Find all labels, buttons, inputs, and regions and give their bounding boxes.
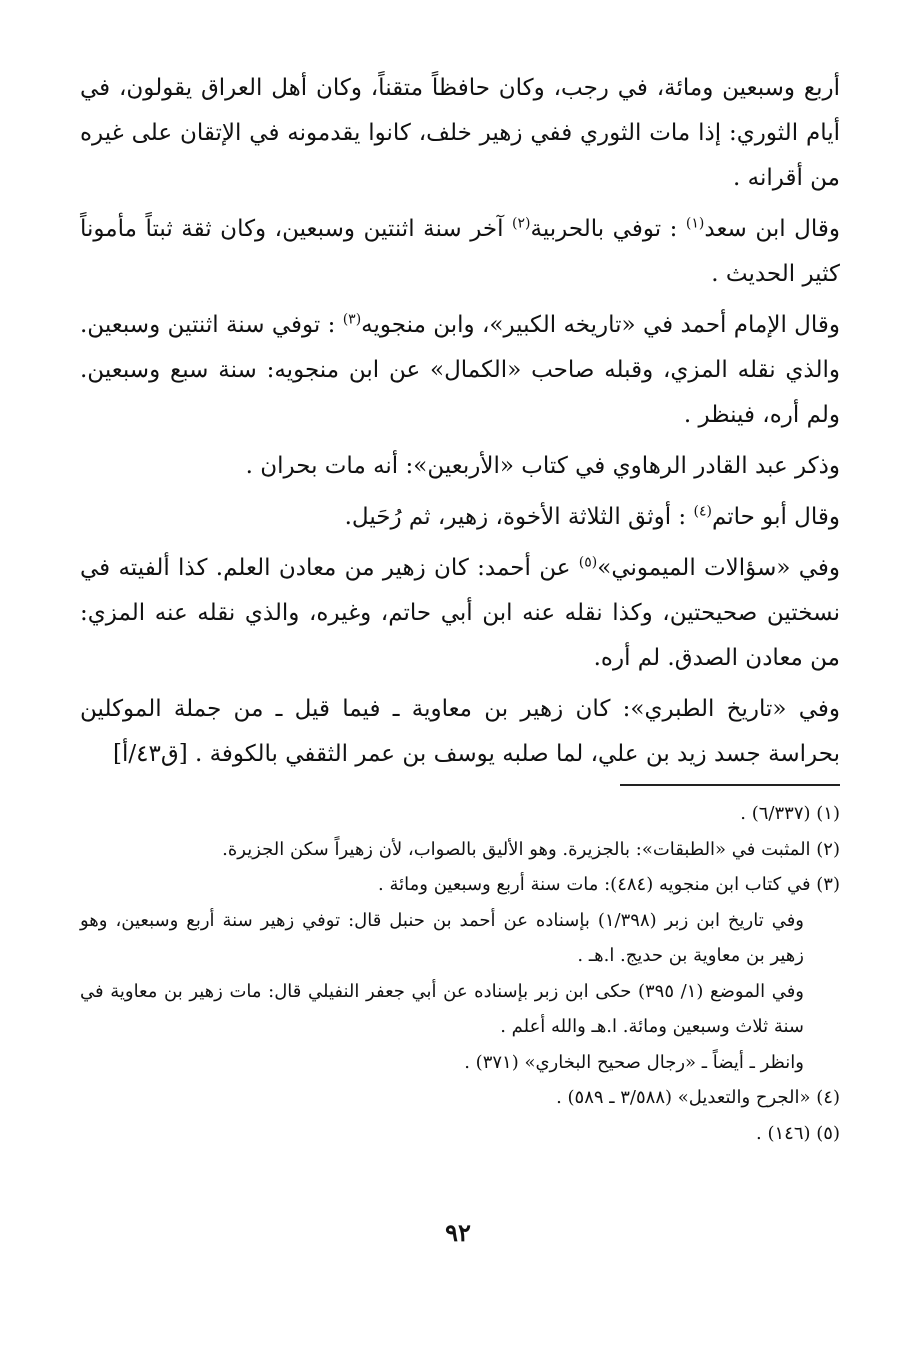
paragraph-3: [80, 303, 840, 438]
paragraph-6-text-a: وفي «سؤالات الميموني»: [597, 555, 840, 581]
footnote-3-continuation-1: وفي تاريخ ابن زبر (١/٣٩٨) بإسناده عن أحمد بن حنبل قال: توفي زهير سنة أربع وسبعين، وهو زهير بن معاوية بن حديج. ا.هـ .: [80, 909, 805, 966]
footnote-1: (١) (٦/٣٣٧) .: [740, 803, 840, 824]
paragraph-6-text-b: عن أحمد: كان زهير من معادن العلم. كذا ألفيته في نسختين صحيحتين، وكذا نقله عنه ابن أبي حاتم، وغيره، والذي نقله عنه المزي: من معادن الصدق. لم أره.: [80, 555, 840, 671]
paragraph-6: [80, 546, 840, 681]
paragraph-7: وفي «تاريخ الطبري»: كان زهير بن معاوية ـ فيما قيل ـ من جملة الموكلين بحراسة جسد زيد بن علي، لما صلبه يوسف بن عمر الثقفي بالكوفة . [ق٤٣/أ]: [80, 696, 840, 767]
paragraph-5-text-a: وقال أبو حاتم: [711, 504, 840, 530]
main-text: [80, 66, 840, 777]
footnote-3-continuation-3: وانظر ـ أيضاً ـ «رجال صحيح البخاري» (٣٧١) .: [464, 1051, 804, 1073]
paragraph-5-text-b: : أوثق الثلاثة الأخوة، زهير، ثم رُحَيل.: [344, 504, 694, 530]
paragraph-2-text-c: آخر سنة اثنتين وسبعين، وكان ثقة ثبتاً مأموناً كثير الحديث .: [80, 216, 840, 287]
page-number: ٩٢: [445, 1218, 471, 1247]
paragraph-2-text-a: وقال ابن سعد: [704, 216, 841, 242]
footnote-ref-3: (٣): [342, 311, 362, 328]
paragraph-1: أربع وسبعين ومائة، في رجب، وكان حافظاً متقناً، وكان أهل العراق يقولون، في أيام الثوري: إذا مات الثوري ففي زهير خلف، كانوا يقدمونه في الإتقان على غيره من أقرانه .: [80, 75, 840, 191]
paragraph-5: [80, 495, 840, 540]
footnote-3: (٣) في كتاب ابن منجويه (٤٨٤): مات سنة أربع وسبعين ومائة .: [378, 874, 840, 895]
footnote-4: (٤) «الجرح والتعديل» (٣/٥٨٨ ـ ٥٨٩) .: [556, 1087, 840, 1108]
footnote-ref-5: (٥): [578, 554, 598, 571]
paragraph-2: [80, 207, 840, 297]
footnotes: [80, 796, 840, 1151]
footnote-separator: [620, 784, 840, 786]
footnote-2: (٢) المثبت في «الطبقات»: بالجزيرة. وهو الأليق بالصواب، لأن زهيراً سكن الجزيرة.: [222, 838, 840, 860]
footnote-3-continuation-2: وفي الموضع (١/ ٣٩٥) حكى ابن زبر بإسناده عن أبي جعفر النفيلي قال: مات زهير بن معاوية في سنة ثلاث وسبعين ومائة. ا.هـ والله أعلم .: [80, 980, 804, 1037]
footnote-ref-1: (١): [685, 215, 705, 232]
paragraph-4: وذكر عبد القادر الرهاوي في كتاب «الأربعين»: أنه مات بحران .: [245, 453, 840, 479]
paragraph-2-text-b: : توفي بالحربية: [530, 216, 686, 242]
footnote-ref-2: (٢): [512, 215, 531, 232]
paragraph-3-text-a: وقال الإمام أحمد في «تاريخه الكبير»، وابن منجويه: [361, 312, 840, 338]
footnote-ref-4: (٤): [693, 503, 712, 520]
paragraph-3-text-b: : توفي سنة اثنتين وسبعين. والذي نقله المزي، وقبله صاحب «الكمال» عن ابن منجويه: سنة سبع وسبعين. ولم أره، فينظر .: [80, 312, 840, 428]
footnote-5: (٥) (١٤٦) .: [756, 1122, 840, 1144]
